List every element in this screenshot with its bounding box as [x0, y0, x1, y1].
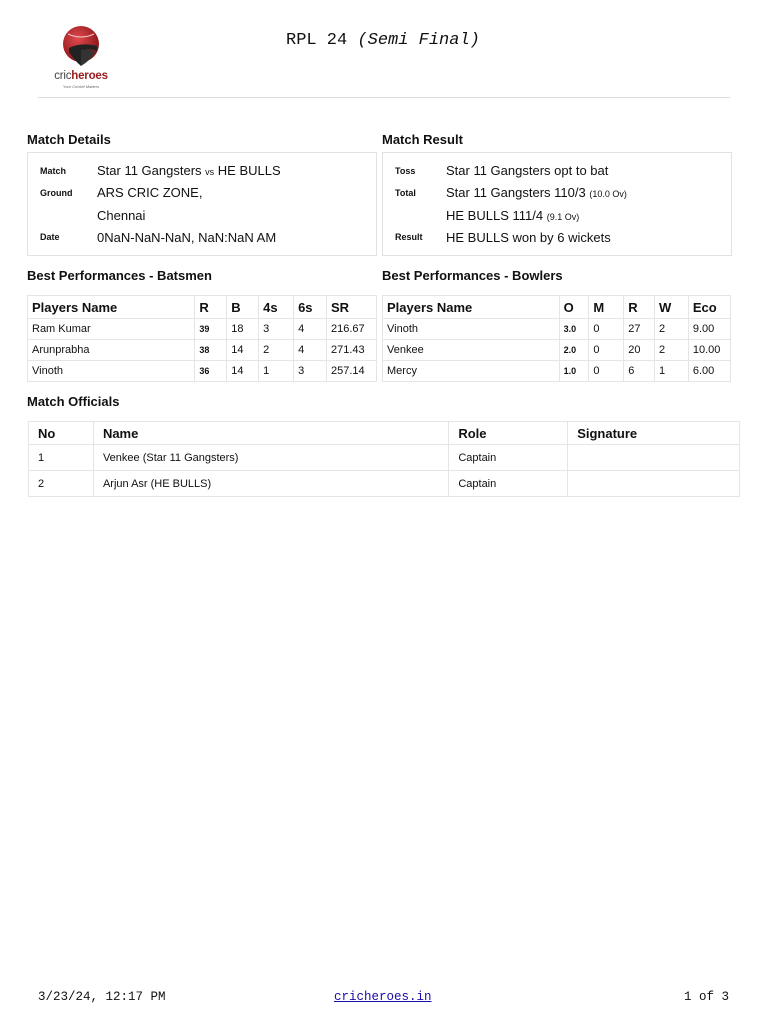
strike-rate: 271.43	[327, 340, 377, 361]
ground-label: Ground	[40, 188, 73, 198]
col-header: Signature	[568, 422, 740, 445]
col-header: Players Name	[28, 296, 195, 319]
official-signature	[568, 445, 740, 471]
player-name: Vinoth	[28, 361, 195, 382]
toss-value: Star 11 Gangsters opt to bat	[446, 163, 609, 178]
footer-page-number: 1 of 3	[684, 990, 730, 1004]
officials-table	[28, 421, 740, 497]
economy: 9.00	[688, 319, 730, 340]
date-label: Date	[40, 232, 60, 242]
table-row	[29, 445, 740, 471]
runs: 39	[195, 319, 227, 340]
table-row	[28, 319, 377, 340]
document-title: RPL 24 (Semi Final)	[286, 31, 480, 50]
logo-wordmark: cricheroes	[54, 70, 108, 82]
match-label: Match	[40, 166, 67, 176]
maidens: 0	[589, 361, 624, 382]
runs: 36	[195, 361, 227, 382]
table-row	[29, 471, 740, 497]
col-header: 6s	[294, 296, 327, 319]
toss-label: Toss	[395, 166, 416, 176]
bowlers-table	[382, 295, 731, 382]
table-row	[383, 319, 731, 340]
official-no: 1	[29, 445, 94, 471]
player-name: Ram Kumar	[28, 319, 195, 340]
logo-tagline: Your Cricket Matters	[62, 84, 100, 89]
official-name: Arjun Asr (HE BULLS)	[93, 471, 448, 497]
bowlers-heading: Best Performances - Bowlers	[382, 268, 563, 283]
balls: 18	[227, 319, 259, 340]
overs: 1.0	[559, 361, 589, 382]
footer-link-wrap	[334, 990, 432, 1004]
fours: 1	[259, 361, 294, 382]
player-name: Arunprabha	[28, 340, 195, 361]
overs: 3.0	[559, 319, 589, 340]
sixes: 4	[294, 319, 327, 340]
col-header: Role	[449, 422, 568, 445]
officials-heading: Match Officials	[27, 394, 120, 409]
wickets: 2	[655, 340, 689, 361]
match-details-heading: Match Details	[27, 132, 111, 147]
table-row	[28, 340, 377, 361]
official-role: Captain	[449, 471, 568, 497]
sixes: 3	[294, 361, 327, 382]
official-signature	[568, 471, 740, 497]
batsmen-heading: Best Performances - Batsmen	[27, 268, 212, 283]
date-value: 0NaN-NaN-NaN, NaN:NaN AM	[97, 230, 277, 245]
runs: 38	[195, 340, 227, 361]
col-header: W	[655, 296, 689, 319]
fours: 2	[259, 340, 294, 361]
table-row	[383, 340, 731, 361]
table-header-row	[383, 296, 731, 319]
total-team2: HE BULLS 111/4 (9.1 Ov)	[446, 208, 580, 223]
footer-link[interactable]: cricheroes.in	[334, 990, 432, 1004]
col-header: O	[559, 296, 589, 319]
col-header: Players Name	[383, 296, 560, 319]
ground-line2: Chennai	[97, 208, 146, 223]
maidens: 0	[589, 340, 624, 361]
overs: 2.0	[559, 340, 589, 361]
fours: 3	[259, 319, 294, 340]
total-team1: Star 11 Gangsters 110/3 (10.0 Ov)	[446, 185, 627, 200]
maidens: 0	[589, 319, 624, 340]
wickets: 2	[655, 319, 689, 340]
table-row	[383, 361, 731, 382]
total-label: Total	[395, 188, 416, 198]
runs: 6	[624, 361, 655, 382]
table-header-row	[29, 422, 740, 445]
col-header: M	[589, 296, 624, 319]
col-header: R	[195, 296, 227, 319]
batsmen-table	[27, 295, 377, 382]
result-value: HE BULLS won by 6 wickets	[446, 230, 611, 245]
player-name: Vinoth	[383, 319, 560, 340]
col-header: SR	[327, 296, 377, 319]
player-name: Venkee	[383, 340, 560, 361]
balls: 14	[227, 361, 259, 382]
wickets: 1	[655, 361, 689, 382]
economy: 10.00	[688, 340, 730, 361]
economy: 6.00	[688, 361, 730, 382]
strike-rate: 216.67	[327, 319, 377, 340]
col-header: 4s	[259, 296, 294, 319]
col-header: Eco	[688, 296, 730, 319]
runs: 20	[624, 340, 655, 361]
result-label: Result	[395, 232, 423, 242]
official-no: 2	[29, 471, 94, 497]
official-name: Venkee (Star 11 Gangsters)	[93, 445, 448, 471]
header-divider	[38, 97, 730, 98]
sixes: 4	[294, 340, 327, 361]
match-teams: Star 11 Gangsters vs HE BULLS	[97, 163, 281, 178]
col-header: Name	[93, 422, 448, 445]
official-role: Captain	[449, 445, 568, 471]
ground-line1: ARS CRIC ZONE,	[97, 185, 203, 200]
table-header-row	[28, 296, 377, 319]
match-result-heading: Match Result	[382, 132, 463, 147]
col-header: R	[624, 296, 655, 319]
col-header: B	[227, 296, 259, 319]
balls: 14	[227, 340, 259, 361]
strike-rate: 257.14	[327, 361, 377, 382]
cricheroes-logo	[42, 24, 120, 92]
player-name: Mercy	[383, 361, 560, 382]
table-row	[28, 361, 377, 382]
col-header: No	[29, 422, 94, 445]
footer-datetime: 3/23/24, 12:17 PM	[38, 990, 166, 1004]
helmet-ball-icon	[60, 24, 102, 68]
runs: 27	[624, 319, 655, 340]
